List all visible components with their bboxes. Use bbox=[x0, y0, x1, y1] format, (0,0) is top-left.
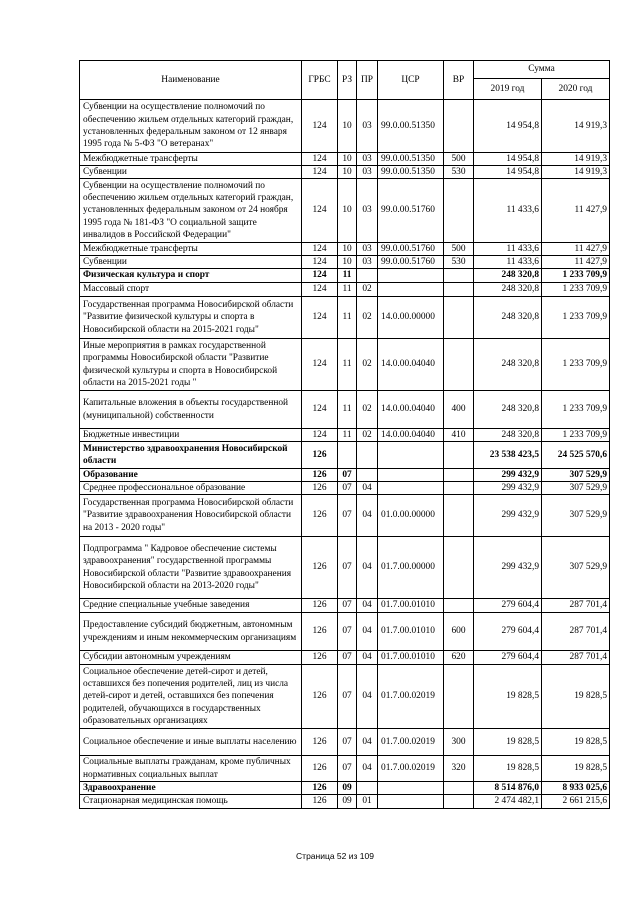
cell-grbs: 124 bbox=[302, 297, 338, 339]
cell-sum-2020: 1 233 709,9 bbox=[542, 339, 610, 391]
cell-rz: 11 bbox=[338, 283, 357, 297]
cell-rz: 11 bbox=[338, 269, 357, 283]
cell-name: Субвенции на осуществление полномочий по обеспечению жильем отдельных категорий граждан, установленных федеральным законом от 12 января 1995 года № 5-ФЗ "О ветеранах" bbox=[80, 100, 302, 153]
cell-sum-2019: 23 538 423,5 bbox=[474, 442, 542, 469]
cell-rz: 07 bbox=[338, 469, 357, 482]
cell-name: Социальное обеспечение и иные выплаты населению bbox=[80, 729, 302, 756]
cell-sum-2020: 307 529,9 bbox=[542, 482, 610, 495]
cell-grbs: 124 bbox=[302, 269, 338, 283]
cell-vr: 400 bbox=[444, 391, 474, 429]
cell-sum-2020: 1 233 709,9 bbox=[542, 283, 610, 297]
cell-sum-2020: 19 828,5 bbox=[542, 665, 610, 729]
cell-sum-2020: 1 233 709,9 bbox=[542, 269, 610, 283]
cell-name: Социальное обеспечение детей-сирот и детей, оставшихся без попечения родителей, лиц из числа детей-сирот и детей, оставшихся без попечения родителей, обучающихся в государственных образовательных организациях bbox=[80, 665, 302, 729]
cell-rz: 07 bbox=[338, 756, 357, 782]
cell-sum-2020: 11 427,9 bbox=[542, 179, 610, 243]
cell-pr: 04 bbox=[357, 599, 378, 613]
cell-grbs: 126 bbox=[302, 756, 338, 782]
cell-rz: 07 bbox=[338, 651, 357, 665]
cell-name: Здравоохранение bbox=[80, 782, 302, 795]
cell-pr: 01 bbox=[357, 795, 378, 809]
cell-name: Министерство здравоохранения Новосибирской области bbox=[80, 442, 302, 469]
cell-csr: 01.7.00.02019 bbox=[378, 665, 444, 729]
cell-sum-2020: 287 701,4 bbox=[542, 599, 610, 613]
cell-sum-2019: 299 432,9 bbox=[474, 537, 542, 599]
cell-pr: 03 bbox=[357, 243, 378, 256]
cell-name: Предоставление субсидий бюджетным, автономным учреждениям и иным некоммерческим организациям bbox=[80, 613, 302, 651]
cell-pr: 02 bbox=[357, 429, 378, 442]
header-name: Наименование bbox=[80, 61, 302, 100]
cell-vr bbox=[444, 297, 474, 339]
cell-csr: 14.0.00.04040 bbox=[378, 391, 444, 429]
cell-rz: 07 bbox=[338, 599, 357, 613]
cell-sum-2020: 11 427,9 bbox=[542, 243, 610, 256]
cell-csr: 01.7.00.01010 bbox=[378, 613, 444, 651]
cell-csr: 99.0.00.51760 bbox=[378, 256, 444, 269]
cell-rz: 07 bbox=[338, 482, 357, 495]
cell-csr bbox=[378, 469, 444, 482]
cell-grbs: 124 bbox=[302, 179, 338, 243]
cell-rz: 10 bbox=[338, 179, 357, 243]
cell-vr: 620 bbox=[444, 651, 474, 665]
cell-pr bbox=[357, 782, 378, 795]
cell-vr: 320 bbox=[444, 756, 474, 782]
cell-csr: 14.0.00.04040 bbox=[378, 429, 444, 442]
cell-csr: 99.0.00.51350 bbox=[378, 166, 444, 179]
cell-pr: 02 bbox=[357, 297, 378, 339]
cell-sum-2019: 299 432,9 bbox=[474, 495, 542, 537]
cell-vr bbox=[444, 599, 474, 613]
cell-rz: 10 bbox=[338, 153, 357, 166]
cell-name: Субвенции bbox=[80, 256, 302, 269]
cell-sum-2019: 19 828,5 bbox=[474, 665, 542, 729]
cell-pr: 04 bbox=[357, 482, 378, 495]
cell-csr: 14.0.00.04040 bbox=[378, 339, 444, 391]
cell-rz: 10 bbox=[338, 166, 357, 179]
cell-pr: 04 bbox=[357, 729, 378, 756]
cell-name: Субвенции bbox=[80, 166, 302, 179]
cell-vr bbox=[444, 269, 474, 283]
cell-sum-2020: 2 661 215,6 bbox=[542, 795, 610, 809]
cell-vr: 530 bbox=[444, 166, 474, 179]
cell-rz: 10 bbox=[338, 100, 357, 153]
cell-csr: 01.0.00.00000 bbox=[378, 495, 444, 537]
cell-rz: 07 bbox=[338, 729, 357, 756]
cell-name: Бюджетные инвестиции bbox=[80, 429, 302, 442]
cell-grbs: 126 bbox=[302, 665, 338, 729]
cell-grbs: 124 bbox=[302, 429, 338, 442]
cell-sum-2020: 307 529,9 bbox=[542, 537, 610, 599]
cell-rz: 10 bbox=[338, 256, 357, 269]
cell-name: Среднее профессиональное образование bbox=[80, 482, 302, 495]
cell-rz: 09 bbox=[338, 795, 357, 809]
cell-rz: 11 bbox=[338, 429, 357, 442]
cell-sum-2020: 287 701,4 bbox=[542, 651, 610, 665]
cell-sum-2020: 307 529,9 bbox=[542, 469, 610, 482]
cell-sum-2019: 248 320,8 bbox=[474, 269, 542, 283]
header-pr: ПР bbox=[357, 61, 378, 100]
budget-table bbox=[79, 60, 610, 809]
cell-grbs: 124 bbox=[302, 391, 338, 429]
cell-sum-2020: 14 919,3 bbox=[542, 166, 610, 179]
cell-vr bbox=[444, 469, 474, 482]
cell-sum-2019: 8 514 876,0 bbox=[474, 782, 542, 795]
cell-rz: 07 bbox=[338, 665, 357, 729]
cell-grbs: 126 bbox=[302, 442, 338, 469]
cell-grbs: 124 bbox=[302, 339, 338, 391]
cell-pr: 02 bbox=[357, 283, 378, 297]
cell-sum-2019: 11 433,6 bbox=[474, 243, 542, 256]
header-grbs: ГРБС bbox=[302, 61, 338, 100]
cell-pr: 03 bbox=[357, 256, 378, 269]
cell-name: Физическая культура и спорт bbox=[80, 269, 302, 283]
cell-sum-2019: 299 432,9 bbox=[474, 482, 542, 495]
cell-pr: 04 bbox=[357, 613, 378, 651]
cell-csr bbox=[378, 482, 444, 495]
cell-pr: 03 bbox=[357, 166, 378, 179]
cell-sum-2020: 11 427,9 bbox=[542, 256, 610, 269]
cell-rz: 11 bbox=[338, 339, 357, 391]
cell-grbs: 124 bbox=[302, 166, 338, 179]
cell-name: Образование bbox=[80, 469, 302, 482]
cell-pr bbox=[357, 269, 378, 283]
cell-rz bbox=[338, 442, 357, 469]
cell-vr: 600 bbox=[444, 613, 474, 651]
cell-sum-2019: 14 954,8 bbox=[474, 166, 542, 179]
cell-vr bbox=[444, 442, 474, 469]
cell-vr: 500 bbox=[444, 153, 474, 166]
page-footer: Страница 52 из 109 bbox=[296, 851, 374, 861]
cell-vr bbox=[444, 339, 474, 391]
cell-pr: 03 bbox=[357, 179, 378, 243]
cell-name: Массовый спорт bbox=[80, 283, 302, 297]
cell-csr: 01.7.00.01010 bbox=[378, 651, 444, 665]
header-year-2019: 2019 год bbox=[474, 79, 542, 100]
cell-grbs: 126 bbox=[302, 651, 338, 665]
cell-grbs: 126 bbox=[302, 495, 338, 537]
cell-sum-2020: 287 701,4 bbox=[542, 613, 610, 651]
cell-pr bbox=[357, 469, 378, 482]
cell-name: Субвенции на осуществление полномочий по обеспечению жильем отдельных категорий граждан, установленных федеральным законом от 24 ноября 1995 года № 181-ФЗ "О социальной защите инвалидов в Российской Федерации" bbox=[80, 179, 302, 243]
header-year-2020: 2020 год bbox=[542, 79, 610, 100]
cell-name: Государственная программа Новосибирской области "Развитие здравоохранения Новосибирской области на 2013 - 2020 годы" bbox=[80, 495, 302, 537]
cell-csr bbox=[378, 442, 444, 469]
cell-pr: 04 bbox=[357, 537, 378, 599]
cell-vr: 410 bbox=[444, 429, 474, 442]
header-rz: РЗ bbox=[338, 61, 357, 100]
cell-csr: 01.7.00.02019 bbox=[378, 756, 444, 782]
cell-vr bbox=[444, 100, 474, 153]
cell-vr bbox=[444, 283, 474, 297]
cell-rz: 07 bbox=[338, 613, 357, 651]
cell-pr: 04 bbox=[357, 651, 378, 665]
cell-rz: 11 bbox=[338, 297, 357, 339]
cell-name: Иные мероприятия в рамках государственной программы Новосибирской области "Развитие физической культуры и спорта в Новосибирской области на 2015-2021 годы " bbox=[80, 339, 302, 391]
cell-csr: 99.0.00.51760 bbox=[378, 179, 444, 243]
cell-grbs: 124 bbox=[302, 283, 338, 297]
cell-vr: 500 bbox=[444, 243, 474, 256]
cell-sum-2020: 1 233 709,9 bbox=[542, 297, 610, 339]
cell-grbs: 126 bbox=[302, 782, 338, 795]
cell-sum-2020: 19 828,5 bbox=[542, 756, 610, 782]
header-vr: ВР bbox=[444, 61, 474, 100]
cell-sum-2020: 1 233 709,9 bbox=[542, 429, 610, 442]
cell-sum-2020: 24 525 570,6 bbox=[542, 442, 610, 469]
cell-grbs: 126 bbox=[302, 482, 338, 495]
cell-sum-2020: 8 933 025,6 bbox=[542, 782, 610, 795]
cell-vr bbox=[444, 537, 474, 599]
cell-grbs: 124 bbox=[302, 100, 338, 153]
cell-csr: 99.0.00.51350 bbox=[378, 153, 444, 166]
cell-csr: 99.0.00.51760 bbox=[378, 243, 444, 256]
cell-sum-2019: 248 320,8 bbox=[474, 339, 542, 391]
cell-rz: 09 bbox=[338, 782, 357, 795]
cell-sum-2020: 307 529,9 bbox=[542, 495, 610, 537]
header-sum: Сумма bbox=[474, 61, 610, 79]
cell-csr: 99.0.00.51350 bbox=[378, 100, 444, 153]
cell-grbs: 126 bbox=[302, 613, 338, 651]
cell-grbs: 126 bbox=[302, 599, 338, 613]
cell-sum-2020: 14 919,3 bbox=[542, 153, 610, 166]
cell-sum-2020: 1 233 709,9 bbox=[542, 391, 610, 429]
cell-sum-2019: 11 433,6 bbox=[474, 179, 542, 243]
cell-pr: 04 bbox=[357, 495, 378, 537]
cell-vr bbox=[444, 795, 474, 809]
cell-name: Капитальные вложения в объекты государственной (муниципальной) собственности bbox=[80, 391, 302, 429]
cell-csr: 01.7.00.02019 bbox=[378, 729, 444, 756]
cell-csr: 01.7.00.00000 bbox=[378, 537, 444, 599]
cell-sum-2020: 14 919,3 bbox=[542, 100, 610, 153]
cell-pr: 02 bbox=[357, 339, 378, 391]
cell-sum-2019: 279 604,4 bbox=[474, 651, 542, 665]
cell-rz: 07 bbox=[338, 495, 357, 537]
cell-vr: 300 bbox=[444, 729, 474, 756]
cell-csr bbox=[378, 269, 444, 283]
cell-sum-2019: 248 320,8 bbox=[474, 297, 542, 339]
cell-sum-2019: 2 474 482,1 bbox=[474, 795, 542, 809]
cell-pr: 04 bbox=[357, 665, 378, 729]
cell-csr: 14.0.00.00000 bbox=[378, 297, 444, 339]
cell-csr bbox=[378, 283, 444, 297]
cell-rz: 10 bbox=[338, 243, 357, 256]
cell-sum-2019: 279 604,4 bbox=[474, 613, 542, 651]
cell-grbs: 124 bbox=[302, 153, 338, 166]
cell-vr: 530 bbox=[444, 256, 474, 269]
cell-name: Социальные выплаты гражданам, кроме публичных нормативных социальных выплат bbox=[80, 756, 302, 782]
cell-sum-2019: 279 604,4 bbox=[474, 599, 542, 613]
header-csr: ЦСР bbox=[378, 61, 444, 100]
cell-sum-2020: 19 828,5 bbox=[542, 729, 610, 756]
cell-csr: 01.7.00.01010 bbox=[378, 599, 444, 613]
cell-csr bbox=[378, 782, 444, 795]
cell-grbs: 126 bbox=[302, 537, 338, 599]
cell-sum-2019: 14 954,8 bbox=[474, 100, 542, 153]
cell-grbs: 124 bbox=[302, 256, 338, 269]
cell-grbs: 124 bbox=[302, 243, 338, 256]
cell-vr bbox=[444, 495, 474, 537]
cell-name: Средние специальные учебные заведения bbox=[80, 599, 302, 613]
cell-grbs: 126 bbox=[302, 469, 338, 482]
cell-name: Подпрограмма " Кадровое обеспечение системы здравоохранения" государственной программы Новосибирской области "Развитие здравоохранения Новосибирской области на 2013-2020 годы" bbox=[80, 537, 302, 599]
cell-name: Стационарная медицинская помощь bbox=[80, 795, 302, 809]
cell-vr bbox=[444, 179, 474, 243]
cell-sum-2019: 299 432,9 bbox=[474, 469, 542, 482]
cell-vr bbox=[444, 665, 474, 729]
cell-sum-2019: 14 954,8 bbox=[474, 153, 542, 166]
cell-name: Межбюджетные трансферты bbox=[80, 153, 302, 166]
cell-sum-2019: 248 320,8 bbox=[474, 429, 542, 442]
cell-pr bbox=[357, 442, 378, 469]
cell-pr: 04 bbox=[357, 756, 378, 782]
cell-pr: 03 bbox=[357, 153, 378, 166]
cell-rz: 07 bbox=[338, 537, 357, 599]
cell-sum-2019: 248 320,8 bbox=[474, 283, 542, 297]
cell-name: Государственная программа Новосибирской области "Развитие физической культуры и спорта в Новосибирской области на 2015-2021 годы" bbox=[80, 297, 302, 339]
cell-sum-2019: 248 320,8 bbox=[474, 391, 542, 429]
cell-vr bbox=[444, 482, 474, 495]
cell-csr bbox=[378, 795, 444, 809]
cell-sum-2019: 19 828,5 bbox=[474, 729, 542, 756]
cell-grbs: 126 bbox=[302, 795, 338, 809]
cell-rz: 11 bbox=[338, 391, 357, 429]
cell-name: Субсидии автономным учреждениям bbox=[80, 651, 302, 665]
cell-pr: 03 bbox=[357, 100, 378, 153]
cell-vr bbox=[444, 782, 474, 795]
cell-pr: 02 bbox=[357, 391, 378, 429]
cell-name: Межбюджетные трансферты bbox=[80, 243, 302, 256]
cell-grbs: 126 bbox=[302, 729, 338, 756]
cell-sum-2019: 19 828,5 bbox=[474, 756, 542, 782]
cell-sum-2019: 11 433,6 bbox=[474, 256, 542, 269]
